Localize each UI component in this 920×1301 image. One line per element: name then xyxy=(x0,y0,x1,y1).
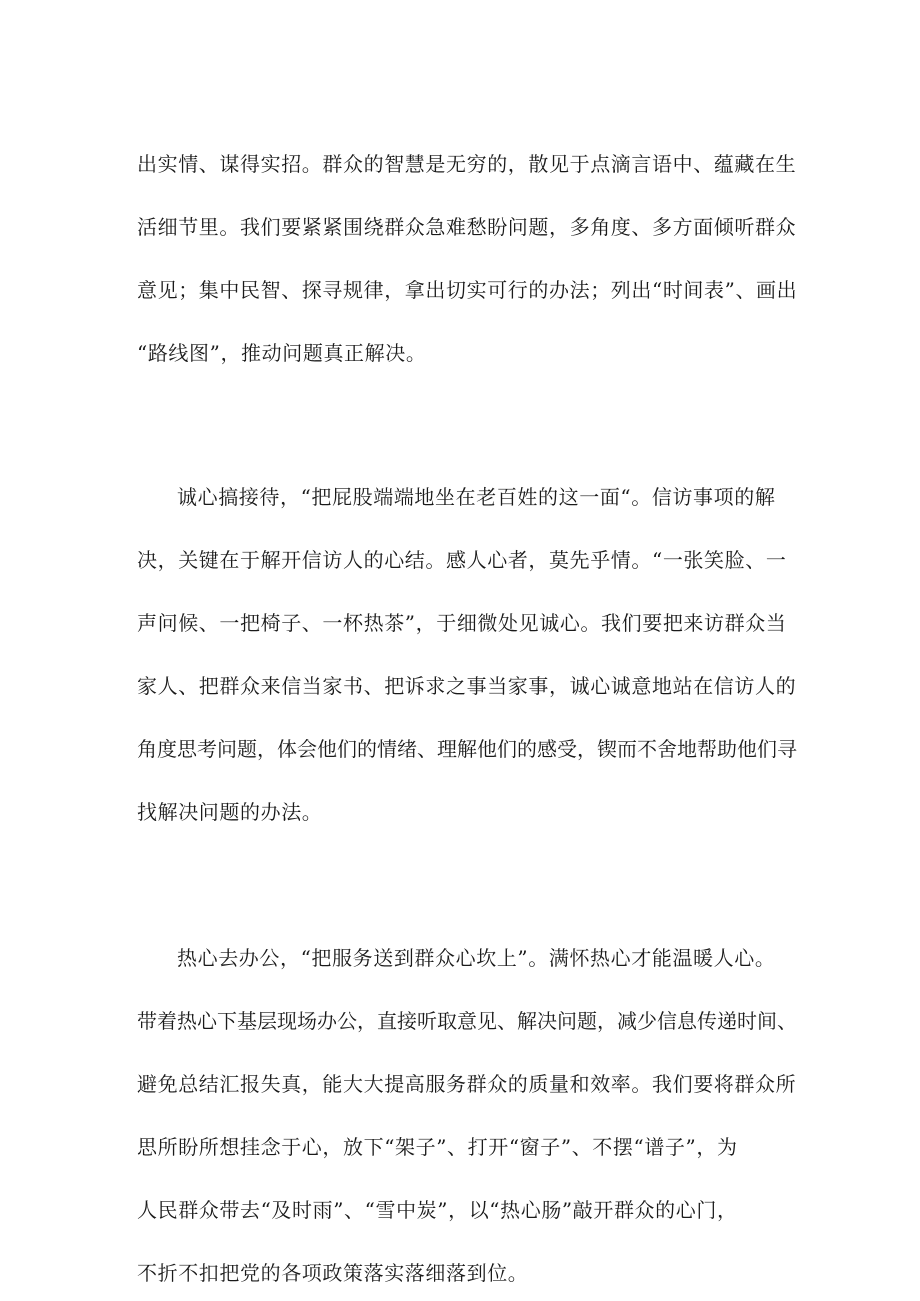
paragraph-line: 避免总结汇报失真，能大大提高服务群众的质量和效率。我们要将群众所 xyxy=(137,1072,797,1096)
paragraph-line: 声问候、一把椅子、一杯热茶”，于细微处见诚心。我们要把来访群众当 xyxy=(137,611,787,635)
paragraph-line: “路线图”，推动问题真正解决。 xyxy=(137,341,427,365)
paragraph-line: 思所盼所想挂念于心，放下“架子”、打开“窗子”、不摆“谱子”，为 xyxy=(137,1135,738,1159)
paragraph-line: 找解决问题的办法。 xyxy=(137,800,323,824)
paragraph-line: 家人、把群众来信当家书、把诉求之事当家事，诚心诚意地站在信访人的 xyxy=(137,674,797,698)
paragraph-line: 人民群众带去“及时雨”、“雪中炭”，以“热心肠”敲开群众的心门， xyxy=(137,1198,738,1222)
paragraph-line: 角度思考问题，体会他们的情绪、理解他们的感受，锲而不舍地帮助他们寻 xyxy=(137,737,797,761)
paragraph-line: 不折不扣把党的各项政策落实落细落到位。 xyxy=(137,1261,529,1285)
paragraph-line: 活细节里。我们要紧紧围绕群众急难愁盼问题，多角度、多方面倾听群众 xyxy=(137,215,797,239)
paragraph-line: 决，关键在于解开信访人的心结。感人心者，莫先乎情。“一张笑脸、一 xyxy=(137,548,787,572)
paragraph-line: 带着热心下基层现场办公，直接听取意见、解决问题，减少信息传递时间、 xyxy=(137,1009,797,1033)
paragraph-line: 意见；集中民智、探寻规律，拿出切实可行的办法；列出“时间表”、画出 xyxy=(137,278,798,302)
paragraph-line: 热心去办公，“把服务送到群众心坎上”。满怀热心才能温暖人心。 xyxy=(177,946,776,970)
paragraph-line: 出实情、谋得实招。群众的智慧是无穷的，散见于点滴言语中、蕴藏在生 xyxy=(137,152,797,176)
paragraph-line: 诚心搞接待，“把屁股端端地坐在老百姓的这一面“。信访事项的解 xyxy=(177,485,776,509)
